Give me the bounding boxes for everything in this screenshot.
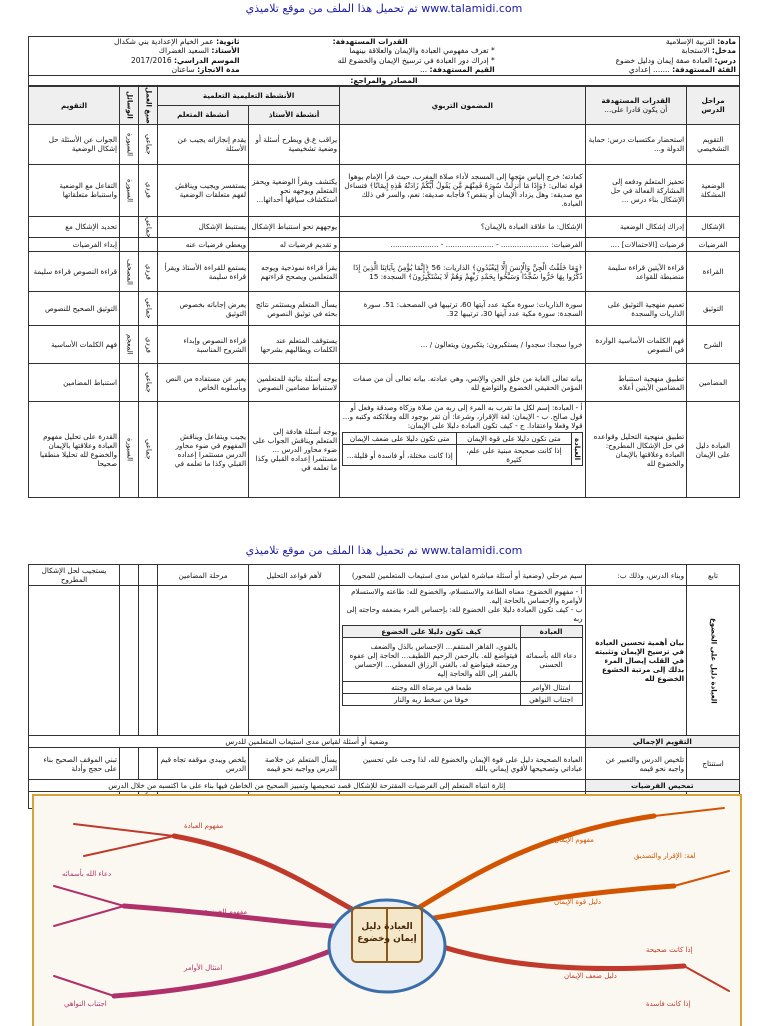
- teacher-label: الأستاذ:: [211, 46, 240, 56]
- row-eval: القدرة على تحليل مفهوم العبادة وعلاقتها بالإيمان والخضوع لله تحليلا منطقيا صحيحا: [29, 402, 120, 498]
- inner-side-label: العبادة: [571, 433, 582, 466]
- row-stage: العبادة دليل على الخضوع: [687, 586, 740, 736]
- row-stage: القراءة: [687, 252, 740, 292]
- row-mode: جماعي: [139, 124, 158, 164]
- class-value: ....... إعدادي: [628, 65, 670, 75]
- row-mode: [139, 238, 158, 252]
- row-learner: يستفسر ويجيب ويناقش لفهم متعلقات الوضعية: [158, 164, 249, 216]
- row-ability: استحضار مكتسبات درس: حماية الدولة و...: [585, 124, 687, 164]
- row-mode: [139, 748, 158, 780]
- row-ability: تلخيص الدرس والتعبير عن واجبه نحو قيمه: [585, 748, 687, 780]
- competence-1-text: * تعرف مفهومي العبادة والإيمان والعلاقة بينهما: [349, 46, 495, 56]
- summary-content: وضعية أو أسئلة لقياس مدى استيعاب المتعلمين للدرس: [29, 736, 586, 748]
- table-row: [29, 238, 740, 252]
- row-teacher: و تقديم فرضيات له: [249, 238, 340, 252]
- row-learner: يستنبط الإشكال: [158, 216, 249, 238]
- row-ability: بيان أهمية تحسين العبادة في ترسيخ الإيمان وتثبيته في القلب إيصال المرء بذلك إلى مرتبة الخشوع الخضوع لله: [585, 586, 687, 736]
- row-ability: تطبيق منهجية التحليل وقواعده في حل الإشكال المطروح: العبادة وعلاقتها بالإيمان والخضوع لله: [585, 402, 687, 498]
- lesson-sheet-page-1: [28, 36, 740, 498]
- row-ability: إدراك إشكال الوضعية: [585, 216, 687, 238]
- row-mode: فردي: [139, 252, 158, 292]
- row-teacher: يستوقف المتعلم عند الكلمات ويطالبهم بشرحها: [249, 326, 340, 364]
- row-content: كعادته؛ خرج إلياس متجها إلى المسجد لأداء صلاة المغرب، حيث قرأ الإمام بوهوا قوله تعالى: ﴿وَإِذَا مَا أُنزِلَتْ سُورَةٌ فَمِنْهُم مَّن يَقُولُ أَيُّكُمْ زَادَتْهُ هَٰذِهِ إِيمَانًا﴾ فتساءل مع صديقه: وهل يزداد الإيمان أو ينقص؟ فأجابه صديقه: نعم، والسر في ذلك العبادة.: [340, 164, 585, 216]
- mind-map: [32, 794, 742, 1026]
- site-link-middle[interactable]: تم تحميل هذا الملف من موقع تلاميذي www.talamidi.com: [245, 544, 523, 557]
- row-content: الفرضيات: ..................... - ..................... - .....................: [340, 238, 585, 252]
- khudu-table: [342, 625, 582, 706]
- row-eval: التوثيق الصحيح للنصوص: [29, 292, 120, 326]
- row-mode: [139, 565, 158, 586]
- row-teacher: يسأل المتعلم عن خلاصة الدرس وواجبه نحو قيمه: [249, 748, 340, 780]
- row-ability: فرضيات [الاحتمالات] ....: [585, 238, 687, 252]
- sub-branch-line: [684, 966, 729, 991]
- row-ability: تعميم منهجية التوثيق على الذاريات والسجدة: [585, 292, 687, 326]
- inner-strong-val: إذا كانت صحيحة مبنية على علم، كثيرة: [457, 445, 571, 466]
- table-row: [29, 124, 740, 164]
- row-eval: تحديد الإشكال مع: [29, 216, 120, 238]
- row-content-khudu: [340, 586, 585, 736]
- mind-map-node: لغة: الإقرار والتصديق: [634, 852, 696, 860]
- row-stage: التقويم التشخيصي: [687, 124, 740, 164]
- row-stage: الفرضيات: [687, 238, 740, 252]
- row-mode: [139, 586, 158, 736]
- row-ability: تطبيق منهجية استنباط المضامين الآيتين أعلاه: [585, 364, 687, 402]
- row-teacher: [249, 586, 340, 736]
- sub-branch-line: [54, 906, 124, 926]
- table-row: [29, 565, 740, 586]
- col-support: الوسائل: [120, 86, 139, 124]
- row-learner: قراءة النصوص وإبداء الشروح المناسبة: [158, 326, 249, 364]
- row-eval: إبداء الفرضيات: [29, 238, 120, 252]
- row-mode: فردي: [139, 326, 158, 364]
- khudu-r1-a: دعاء الله بأسمائه الحسنى: [520, 638, 582, 682]
- row-support: المعجم: [120, 326, 139, 364]
- summary-label: التقويم الإجمالي: [585, 736, 739, 748]
- branch-line: [387, 816, 654, 926]
- competence-label: القدرات المستهدفة:: [332, 37, 408, 46]
- row-content: ﴿وَمَا خَلَقْتُ الْجِنَّ وَالْإِنسَ إِلَّا لِيَعْبُدُونِ﴾ الذاريات: 56 ﴿إِنَّمَا يُؤْمِنُ بِآيَاتِنَا الَّذِينَ إِذَا ذُكِّرُوا بِهَا خَرُّوا سُجَّدًا وَسَبَّحُوا بِحَمْدِ رَبِّهِمْ وَهُمْ لَا يَسْتَكْبِرُونَ﴾ السجدة: 15: [340, 252, 585, 292]
- year-label: الموسم الدراسي:: [174, 55, 240, 65]
- mind-map-node: دليل قوة الإيمان: [554, 898, 601, 906]
- row-ability: فهم الكلمات الأساسية الواردة في النصوص: [585, 326, 687, 364]
- row-content: خروا سجدا: سجدوا / يستكبرون: يتكبرون ويتعالون / ...: [340, 326, 585, 364]
- sub-branch-line: [74, 824, 174, 836]
- row-learner: يستمع للقراءة الأستاذ ويقرأ قراءة سليمة: [158, 252, 249, 292]
- row-eval: التفاعل مع الوضعية واستنباط متعلقاتها: [29, 164, 120, 216]
- mind-map-node: إذا كانت صحيحة: [646, 946, 693, 954]
- sources-label: المصادر والمراجع:: [350, 75, 418, 85]
- table-row: [29, 364, 740, 402]
- row-eval: يستجيب لحل الإشكال المطروح: [29, 565, 120, 586]
- values-value: ...: [419, 65, 428, 75]
- lesson-header: [28, 36, 740, 86]
- row-content: سيم مرحلي (وضعية أو أسئلة مباشرة لقياس مدى استيعاب المتعلمين للمحور): [340, 565, 585, 586]
- table-row: [29, 402, 740, 498]
- col-ability-text: القدرات المستهدفة: [601, 96, 671, 106]
- row-support: [120, 586, 139, 736]
- row-teacher: يكتشف ويقرأ الوضعية ويحفز المتعلم ويوجهه نحو استكشاف سياقها أحداثها...: [249, 164, 340, 216]
- row-content-with-inner: [340, 402, 585, 498]
- duration-value: ساعتان: [171, 65, 195, 75]
- khudu-r3-b: خوفا من سخط ربه والنار: [343, 694, 520, 706]
- mind-map-node: دعاء الله بأسمائه: [62, 870, 112, 878]
- khudu-r2-a: امتثال الأوامر: [520, 682, 582, 694]
- row-ability: تحفيز المتعلم ودفعه إلى المشاركة الفعالة في حل الإشكال بناء درس ...: [585, 164, 687, 216]
- mind-map-canvas: [34, 796, 740, 1026]
- duration-label: مدة الانجاز:: [197, 65, 240, 75]
- row-mode: جماعي: [139, 292, 158, 326]
- khudu-how: ب - كيف تكون العبادة دليلا على الخضوع لله: بإحساس المرء بضعفه وحاجته إلى ربه: [346, 605, 583, 623]
- competence-1: [243, 46, 498, 55]
- competence-2-text: * إدراك دور العبادة في ترسيخ الإيمان والخضوع لله: [337, 55, 495, 65]
- row-ability: قراءة الآيتين قراءة سليمة منضبطة للقواعد: [585, 252, 687, 292]
- class-label: الفئة المستهدفة:: [672, 65, 736, 75]
- lesson-table-1: [28, 86, 740, 498]
- row-learner: مرحلة المضامين: [158, 565, 249, 586]
- lesson-sheet-page-2: [28, 564, 740, 809]
- table-row: [29, 164, 740, 216]
- mind-map-node: دليل ضعف الإيمان: [564, 972, 617, 980]
- table-row: [29, 586, 740, 736]
- col-mode: صيغ العمل: [139, 86, 158, 124]
- lesson-table-2: [28, 564, 740, 809]
- row-teacher: يوجه أسئلة هادفة إلى المتعلم ويناقش الجواب على ضوء محاور الدرس ... مستثمرا إعداده القبلي وكذا ما تعلمه في: [249, 402, 340, 498]
- row-stage: الوضعية المشكلة: [687, 164, 740, 216]
- row-eval: تبني الموقف الصحيح بناء على حجج وأدلة: [29, 748, 120, 780]
- row-support: السبورة: [120, 402, 139, 498]
- row-learner: يجيب ويتفاعل ويناقش المفهوم في ضوء محاور الدرس مستثمرا إعداده القبلي وكذا ما تعلمه في: [158, 402, 249, 498]
- mind-map-node: اجتناب النواهي: [64, 1000, 107, 1008]
- table-row: [29, 736, 740, 748]
- row-teacher: يوجه أسئلة بنائية للمتعلمين لاستنباط مضامين النصوص: [249, 364, 340, 402]
- table-row: [29, 252, 740, 292]
- row-eval: قراءة النصوص قراءة سليمة: [29, 252, 120, 292]
- inner-strong-head: متى تكون دليلا على قوة الإيمان: [457, 433, 571, 445]
- row-stage: استنتاج: [687, 748, 740, 780]
- khudu-r3-a: اجتناب النواهي: [520, 694, 582, 706]
- row-learner: يلخص ويبدي موقفه تجاه قيم الدرس: [158, 748, 249, 780]
- mind-map-node: إذا كانت فاسدة: [646, 1000, 691, 1008]
- subject-value: التربية الإسلامية: [665, 37, 715, 46]
- site-link-top[interactable]: تم تحميل هذا الملف من موقع تلاميذي www.talamidi.com: [245, 2, 523, 15]
- col-activities: الأنشطة التعليمية التعلمية: [158, 86, 340, 105]
- col-ability: [585, 86, 687, 124]
- row-content: أ - العبادة: إسم لكل ما تقرب به المرء إلى ربه من صلاة وزكاة وصدقة وفعل أو قول صالح. ب - الإيمان: لغة الإقرار، وشرعا: أن تقر بوجود الله وملائكته وكتبه و... قولا وفعلا واعتقادا. ج - كيف تكون العبادة دليلا على الإيمان:: [342, 403, 583, 431]
- subject-label: مادة:: [717, 37, 736, 46]
- col-teacher: أنشطة الأستاذ: [249, 105, 340, 124]
- row-support: [120, 292, 139, 326]
- row-ability: وبناء الدرس، وذلك ب:: [585, 565, 687, 586]
- row-learner: يعبر عن مستفاده من النص وبأسلوبه الخاص: [158, 364, 249, 402]
- row-teacher: يسأل المتعلم ويستثمر نتائج بحثه في توثيق النصوص: [249, 292, 340, 326]
- row-content: العبادة الصحيحة دليل على قوة الإيمان والخضوع لله، لذا وجب علي تحسين عباداتي وتصحيحها لأقوي إيماني بالله: [340, 748, 585, 780]
- mind-map-node: مفهوم العبادة: [184, 822, 224, 830]
- row-mode: جماعي: [139, 216, 158, 238]
- row-support: السبورة: [120, 164, 139, 216]
- row-support: السبورة: [120, 124, 139, 164]
- table-row: [29, 780, 740, 792]
- row-teacher: لأهم قواعد التحليل: [249, 565, 340, 586]
- row-stage: الإشكال: [687, 216, 740, 238]
- tashih-content: إثارة انتباه المتعلم إلى الفرضيات المقترحة للإشكال قصد تمحيصها وتمييز الصحيح من الخاطئ فيها بناء على ما اكتسبه من خلال الدرس: [29, 780, 586, 792]
- col-eval: التقويم: [29, 86, 120, 124]
- row-mode: جماعي: [139, 364, 158, 402]
- col-ability-sub: أن يكون قادرا على...: [604, 105, 668, 115]
- entry-label: مدخل:: [711, 46, 736, 56]
- khudu-r2-b: طمعا في مرضاة الله وجنته: [343, 682, 520, 694]
- tashih-label: تمحيص الفرضيات: [585, 780, 739, 792]
- row-mode: فردي: [139, 164, 158, 216]
- row-support: [120, 748, 139, 780]
- khudu-th-how: كيف تكون دليلا على الخضوع: [343, 626, 520, 638]
- school-label: ثانوية:: [216, 37, 240, 46]
- year-value: 2017/2016: [130, 55, 172, 65]
- row-eval: [29, 586, 120, 736]
- mind-map-center-label: العبادة دليل إيمان وخضوع: [357, 922, 417, 944]
- row-content: سورة الذاريات: سورة مكية عدد آيتها 60، ترتيبها في المصحف: 51. سورة السجدة: سورة مكية عدد آيتها 30، ترتيبها 32.: [340, 292, 585, 326]
- col-learner: أنشطة المتعلم: [158, 105, 249, 124]
- row-teacher: يراقب ع.ق ويطرح أسئلة أو وضعية تشخيصية: [249, 124, 340, 164]
- teacher-value: السعيد الغضراك: [158, 46, 209, 56]
- col-content: المضمون التربوي: [340, 86, 585, 124]
- row-learner: ويعطي فرضيات عنه: [158, 238, 249, 252]
- school-value: عمر الخيام الإعدادية بني شكدال: [113, 37, 214, 46]
- lesson-value: العبادة صفة إيمان ودليل خضوع: [615, 55, 713, 65]
- row-stage: الشرح: [687, 326, 740, 364]
- khudu-definition: أ - مفهوم الخضوع: معناه الطاعة والاستسلام، والخضوع لله: طاعته والاستسلام لأوامره والإحساس بالحاجة إليه.: [351, 587, 583, 605]
- row-learner: يعرض إجاباته بخصوص التوثيق: [158, 292, 249, 326]
- sub-branch-line: [674, 871, 729, 886]
- khudu-th-worship: العبادة: [520, 626, 582, 638]
- table-row: [29, 748, 740, 780]
- col-stage: مراحل الدرس: [687, 86, 740, 124]
- sub-branch-line: [54, 886, 124, 906]
- row-stage: تابع: [687, 565, 740, 586]
- khudu-r1-b: بالقوي، القاهر المنتقم... الإحساس بالذل والضعف فيتواضع لله. بالرحمن الرحيم اللطيف... الحاجة إلى عفوه ورحمته فيتواضع له. بالغني الرزاق المعطي... الإحساس بالفقر إلى الله والحاجة إليه: [343, 638, 520, 682]
- row-mode: جماعي: [139, 402, 158, 498]
- row-support: [120, 565, 139, 586]
- row-support: [120, 364, 139, 402]
- sub-branch-line: [654, 808, 724, 816]
- sub-branch-line: [54, 976, 114, 996]
- inner-weak-head: متى تكون دليلا على ضعف الإيمان: [343, 433, 457, 445]
- mind-map-node: مفهوم الإيمان: [554, 836, 594, 844]
- mind-map-node: امتثال الأوامر: [184, 964, 223, 972]
- row-learner: [158, 586, 249, 736]
- row-teacher: يقرأ قراءة نموذجية ويوجه المتعلمين ويصحح قراءتهم: [249, 252, 340, 292]
- row-eval: فهم الكلمات الأساسية: [29, 326, 120, 364]
- entry-value: الاستجابة: [681, 46, 710, 56]
- table-row: [29, 216, 740, 238]
- row-content: الإشكال: ما علاقة العبادة بالإيمان؟: [340, 216, 585, 238]
- row-teacher: يوجههم نحو استنباط الإشكال: [249, 216, 340, 238]
- table-row: [29, 326, 740, 364]
- row-support: المصحف: [120, 252, 139, 292]
- mind-map-node: مفهوم الخضوع: [204, 908, 248, 916]
- row-eval: الجواب عن الأسئلة حل إشكال الوضعية: [29, 124, 120, 164]
- row-content: [340, 124, 585, 164]
- row-support: [120, 216, 139, 238]
- row-stage: المضامين: [687, 364, 740, 402]
- sub-branch-line: [84, 836, 174, 856]
- table-row: [29, 292, 740, 326]
- lesson-label: درس:: [714, 55, 736, 65]
- inner-strength-table: [342, 432, 582, 466]
- values-label: القيم المستهدفة:: [429, 65, 495, 75]
- row-content: بيانه تعالى الغاية من خلق الجن والإنس، وهي عبادته. بيانه تعالى أن من صفات المؤمن الحقيقي الخضوع والتواضع لله: [340, 364, 585, 402]
- inner-weak-val: إذا كانت مختلة، أو فاسدة أو قليلة...: [343, 445, 457, 466]
- row-stage: التوثيق: [687, 292, 740, 326]
- row-learner: يقدم إنجازاته يجيب عن الأسئلة: [158, 124, 249, 164]
- row-stage: العبادة دليل على الإيمان: [687, 402, 740, 498]
- row-support: [120, 238, 139, 252]
- row-eval: استنباط المضامين: [29, 364, 120, 402]
